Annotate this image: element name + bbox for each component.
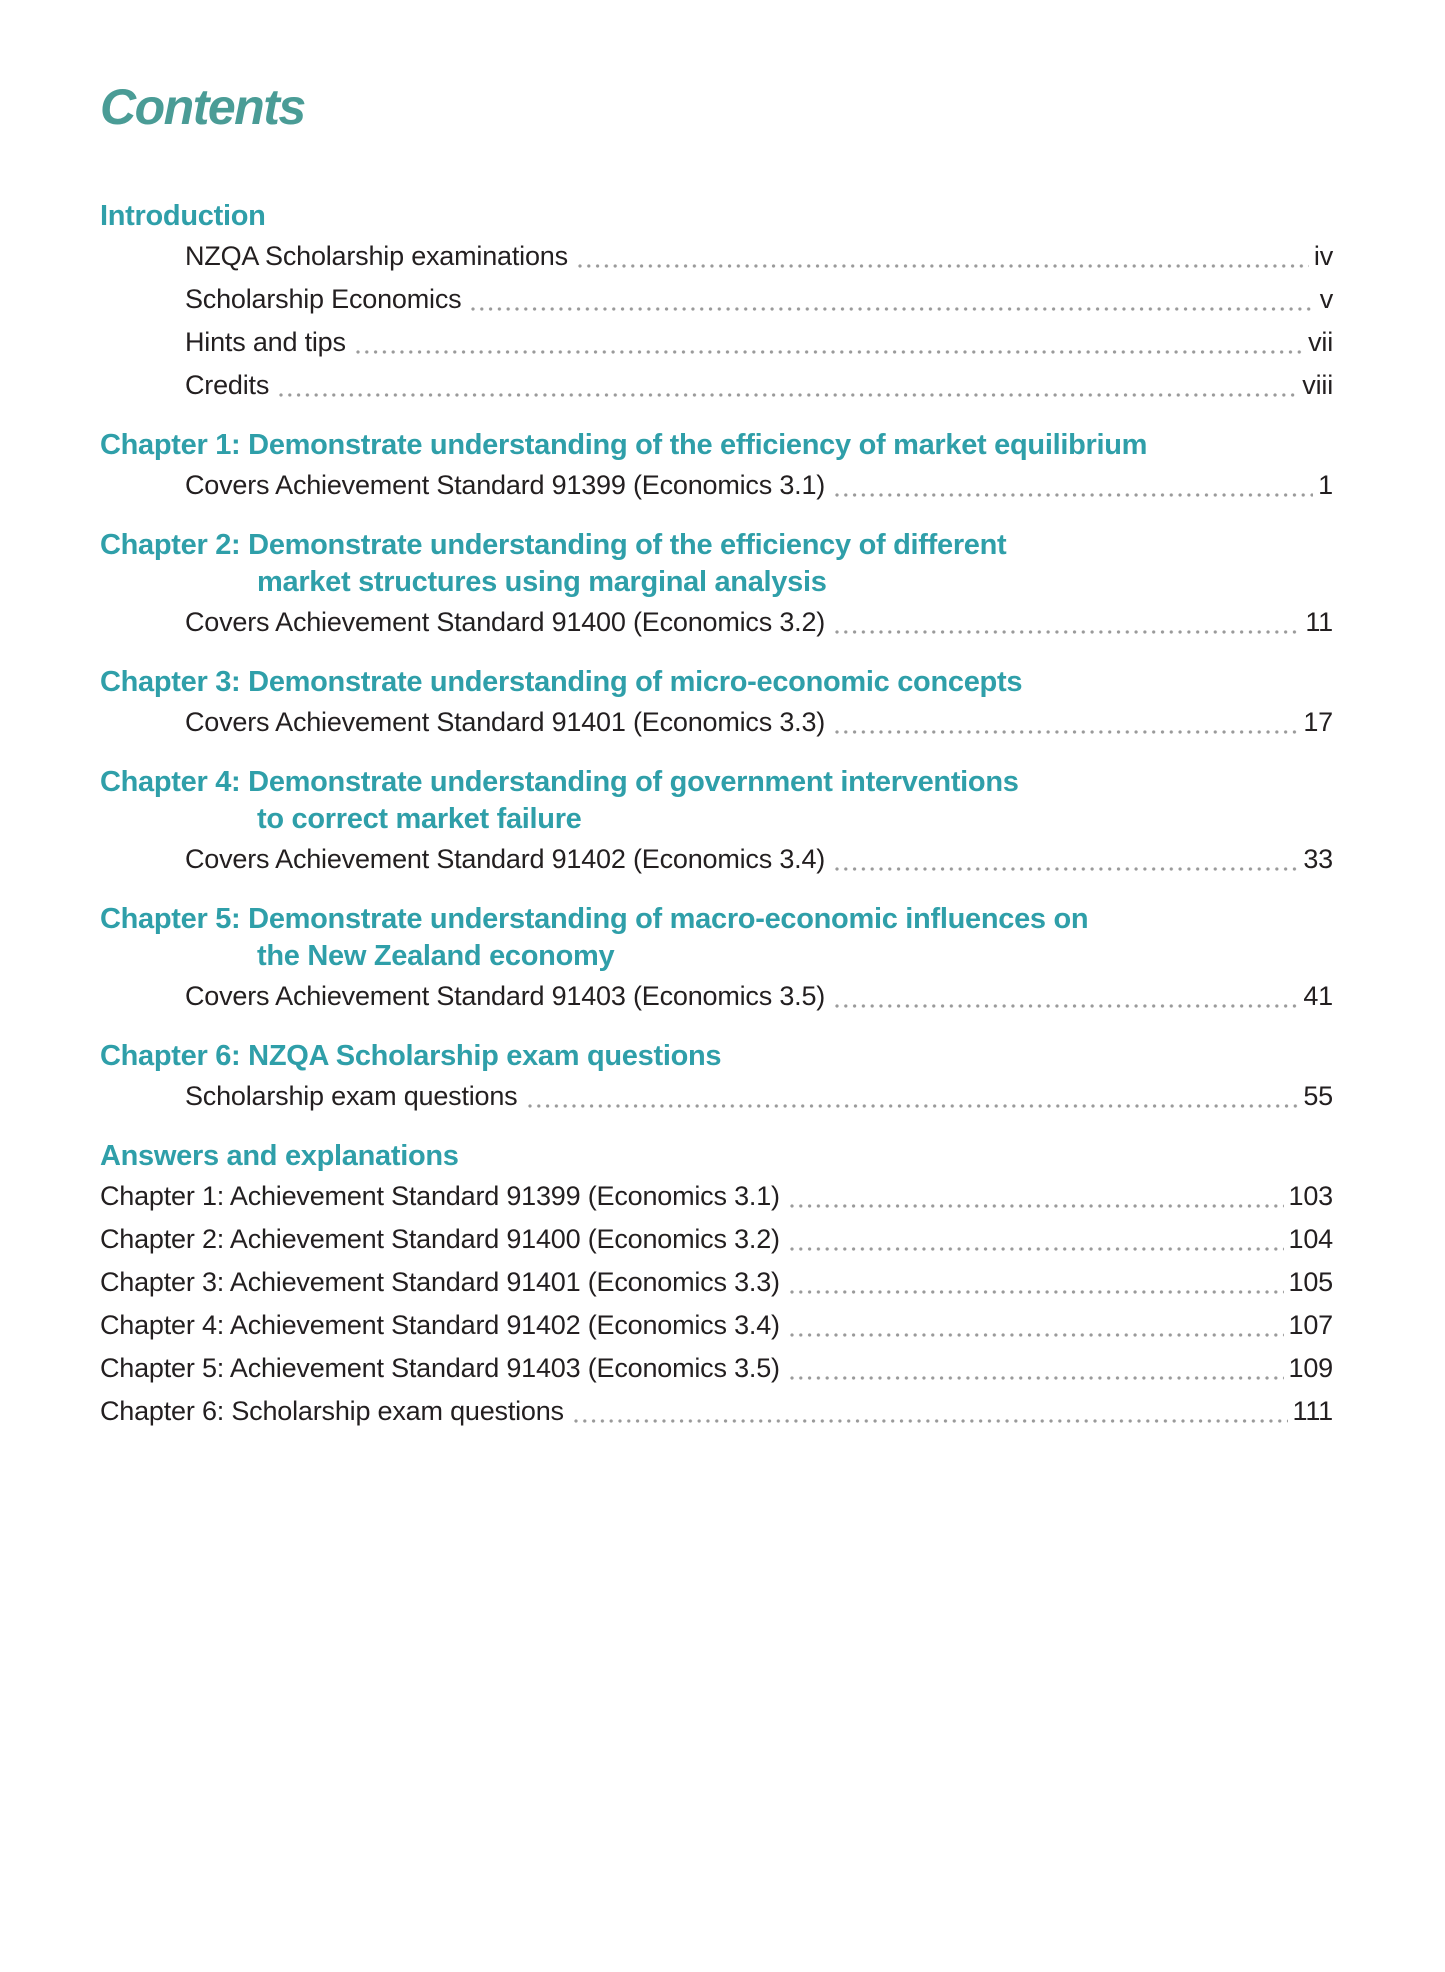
toc-entry: [100, 278, 1333, 321]
toc-entry: [100, 364, 1333, 407]
page-number: 17: [1303, 707, 1333, 737]
section-chapter-3: [100, 664, 1333, 744]
dot-leader: [578, 264, 1309, 268]
page-title: Contents: [100, 79, 305, 135]
toc-entry: [100, 975, 1333, 1018]
answers-heading: Answers and explanations: [100, 1140, 459, 1172]
page-number: 107: [1288, 1310, 1333, 1340]
dot-leader: [835, 630, 1300, 634]
toc-entry-label: Scholarship Economics: [185, 284, 462, 314]
section-chapter-2: [100, 527, 1333, 644]
page-number: v: [1319, 284, 1333, 314]
dot-leader: [835, 1004, 1298, 1008]
chapter-heading-line2: the New Zealand economy: [257, 940, 615, 972]
page-number: 11: [1305, 607, 1333, 637]
dot-leader: [790, 1376, 1284, 1380]
toc-entry: [100, 1347, 1333, 1390]
dot-leader: [790, 1333, 1284, 1337]
toc-entry-label: Covers Achievement Standard 91403 (Economics 3.5): [185, 981, 826, 1011]
page-number: 1: [1318, 470, 1333, 500]
toc-entry: [100, 321, 1333, 364]
toc-entry-label: NZQA Scholarship examinations: [185, 241, 568, 271]
page-number: 105: [1288, 1267, 1333, 1297]
chapter-heading-line2: to correct market failure: [257, 803, 582, 835]
toc-entry-label: Covers Achievement Standard 91401 (Economics 3.3): [185, 707, 826, 737]
page-number: 103: [1288, 1181, 1333, 1211]
toc-entry: [100, 701, 1333, 744]
toc-entry-label: Chapter 3: Achievement Standard 91401 (Economics 3.3): [100, 1267, 780, 1297]
section-introduction: [100, 198, 1333, 407]
page-number: 109: [1288, 1353, 1333, 1383]
introduction-heading: Introduction: [100, 200, 266, 232]
section-chapter-1: [100, 427, 1333, 507]
dot-leader: [835, 867, 1298, 871]
chapter-heading: Chapter 2: Demonstrate understanding of the efficiency of different: [100, 529, 1007, 561]
toc-entry: [100, 1075, 1333, 1118]
dot-leader: [835, 730, 1298, 734]
toc-entry-label: Chapter 5: Achievement Standard 91403 (Economics 3.5): [100, 1353, 780, 1383]
chapter-heading: Chapter 1: Demonstrate understanding of the efficiency of market equilibrium: [100, 429, 1148, 461]
chapter-heading: Chapter 5: Demonstrate understanding of macro-economic influences on: [100, 903, 1089, 935]
toc-entry: [100, 601, 1333, 644]
toc-entry: [100, 464, 1333, 507]
page-number: 55: [1303, 1081, 1333, 1111]
toc-entry: [100, 235, 1333, 278]
dot-leader: [835, 493, 1313, 497]
page-number: 33: [1303, 844, 1333, 874]
section-chapter-4: [100, 764, 1333, 881]
section-chapter-6: [100, 1038, 1333, 1118]
dot-leader: [356, 350, 1303, 354]
chapter-heading: Chapter 3: Demonstrate understanding of micro-economic concepts: [100, 666, 1023, 698]
toc-entry: [100, 1304, 1333, 1347]
page-number: iv: [1313, 241, 1333, 271]
page-number: 111: [1292, 1396, 1333, 1426]
toc-entry: [100, 1390, 1333, 1433]
dot-leader: [790, 1247, 1284, 1251]
page-number: 104: [1288, 1224, 1333, 1254]
toc-entry-label: Hints and tips: [185, 327, 346, 357]
chapter-heading: Chapter 4: Demonstrate understanding of government interventions: [100, 766, 1019, 798]
toc-entry: [100, 1218, 1333, 1261]
toc-entry-label: Covers Achievement Standard 91399 (Economics 3.1): [185, 470, 826, 500]
dot-leader: [528, 1104, 1299, 1108]
dot-leader: [574, 1419, 1288, 1423]
toc-entry-label: Chapter 1: Achievement Standard 91399 (Economics 3.1): [100, 1181, 780, 1211]
toc-entry-label: Chapter 6: Scholarship exam questions: [100, 1396, 564, 1426]
dot-leader: [279, 393, 1297, 397]
page-number: vii: [1308, 327, 1333, 357]
section-chapter-5: [100, 901, 1333, 1018]
chapter-heading-line2: market structures using marginal analysis: [257, 566, 827, 598]
toc-entry-label: Scholarship exam questions: [185, 1081, 518, 1111]
toc-entry: [100, 1261, 1333, 1304]
dot-leader: [790, 1204, 1284, 1208]
toc-entry-label: Chapter 4: Achievement Standard 91402 (Economics 3.4): [100, 1310, 780, 1340]
toc-entry-label: Chapter 2: Achievement Standard 91400 (Economics 3.2): [100, 1224, 780, 1254]
toc-entry-label: Credits: [185, 370, 270, 400]
toc-entry: [100, 838, 1333, 881]
chapter-heading: Chapter 6: NZQA Scholarship exam questions: [100, 1040, 722, 1072]
toc-entry: [100, 1175, 1333, 1218]
page-number: viii: [1302, 370, 1333, 400]
section-answers: [100, 1138, 1333, 1433]
dot-leader: [790, 1290, 1284, 1294]
page-number: 41: [1303, 981, 1333, 1011]
toc-entry-label: Covers Achievement Standard 91400 (Economics 3.2): [185, 607, 826, 637]
toc-entry-label: Covers Achievement Standard 91402 (Economics 3.4): [185, 844, 826, 874]
dot-leader: [471, 307, 1314, 311]
